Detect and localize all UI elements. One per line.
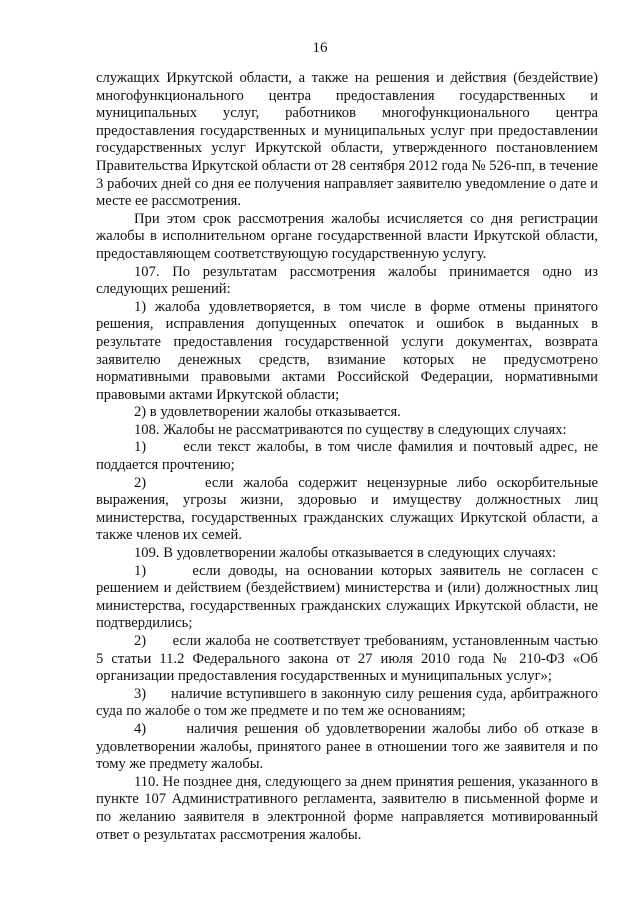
page-number: 16 [312, 40, 328, 56]
paragraph-section-108: 108. Жалобы не рассматриваются по существу в следующих случаях: [134, 421, 567, 438]
paragraph-section-109: 109. В удовлетворении жалобы отказывается в следующих случаях: [134, 545, 557, 562]
list-item: 3) наличие вступившего в законную силу решения суда, арбитражного суда по жалобе о том же предмете и по тем же основаниям; [96, 685, 602, 720]
paragraph-section-110: 110. Не позднее дня, следующего за днем принятия решения, указанного в пункте 107 Административного регламента, заявителю в письменной форме и по желанию заявителя в электронной форме направляется мотивированный ответ о результатах рассмотрения жалобы. [96, 773, 598, 843]
list-item: 1) жалоба удовлетворяется, в том числе в форме отмены принятого решения, исправления допущенных опечаток и ошибок в выданных в результате предоставления государственной услуги документах, возврата заявителю денежных средств, взимание которых не предусмотрено нормативными правовыми актами Российской Федерации, нормативными правовыми актами Иркутской области; [96, 298, 598, 403]
paragraph: При этом срок рассмотрения жалобы исчисляется со дня регистрации жалобы в исполнительном органе государственной власти Иркутской области, предоставляющем соответствующую государственную услугу. [96, 210, 598, 262]
paragraph: служащих Иркутской области, а также на решения и действия (бездействие) многофункционального центра предоставления государственных и муниципальных услуг, работников многофункционального центра предоставления государственных и муниципальных услуг при предоставлении государственных услуг Иркутской области, утвержденного постановлением Правительства Иркутской области от 28 сентября 2012 года № 526-пп, в течение 3 рабочих дней со дня ее получения направляет заявителю уведомление о дате и месте ее рассмотрения. [96, 70, 598, 210]
list-item: 4) наличия решения об удовлетворении жалобы либо об отказе в удовлетворении жалобы, принятого ранее в отношении того же заявителя и по тому же предмету жалобы. [96, 720, 602, 773]
paragraph-section-107: 107. По результатам рассмотрения жалобы принимается одно из следующих решений: [96, 263, 598, 298]
document-body [96, 70, 602, 844]
list-item: 2) в удовлетворении жалобы отказывается. [134, 404, 401, 421]
list-item: 1) если текст жалобы, в том числе фамилия и почтовый адрес, не поддается прочтению; [96, 439, 602, 474]
list-item: 2) если жалоба содержит нецензурные либо оскорбительные выражения, угрозы жизни, здоровью и имуществу должностных лиц министерства, государственных гражданских служащих Иркутской области, а также членов их семей. [96, 474, 602, 544]
list-item: 2) если жалоба не соответствует требованиям, установленным частью 5 статьи 11.2 Федерального закона от 27 июля 2010 года № 210-ФЗ «Об организации предоставления государственных и муниципальных услуг»; [96, 633, 602, 685]
list-item: 1) если доводы, на основании которых заявитель не согласен с решением и действием (бездействием) министерства и (или) должностных лиц министерства, государственных гражданских служащих Иркутской области, не подтвердились; [96, 562, 602, 632]
